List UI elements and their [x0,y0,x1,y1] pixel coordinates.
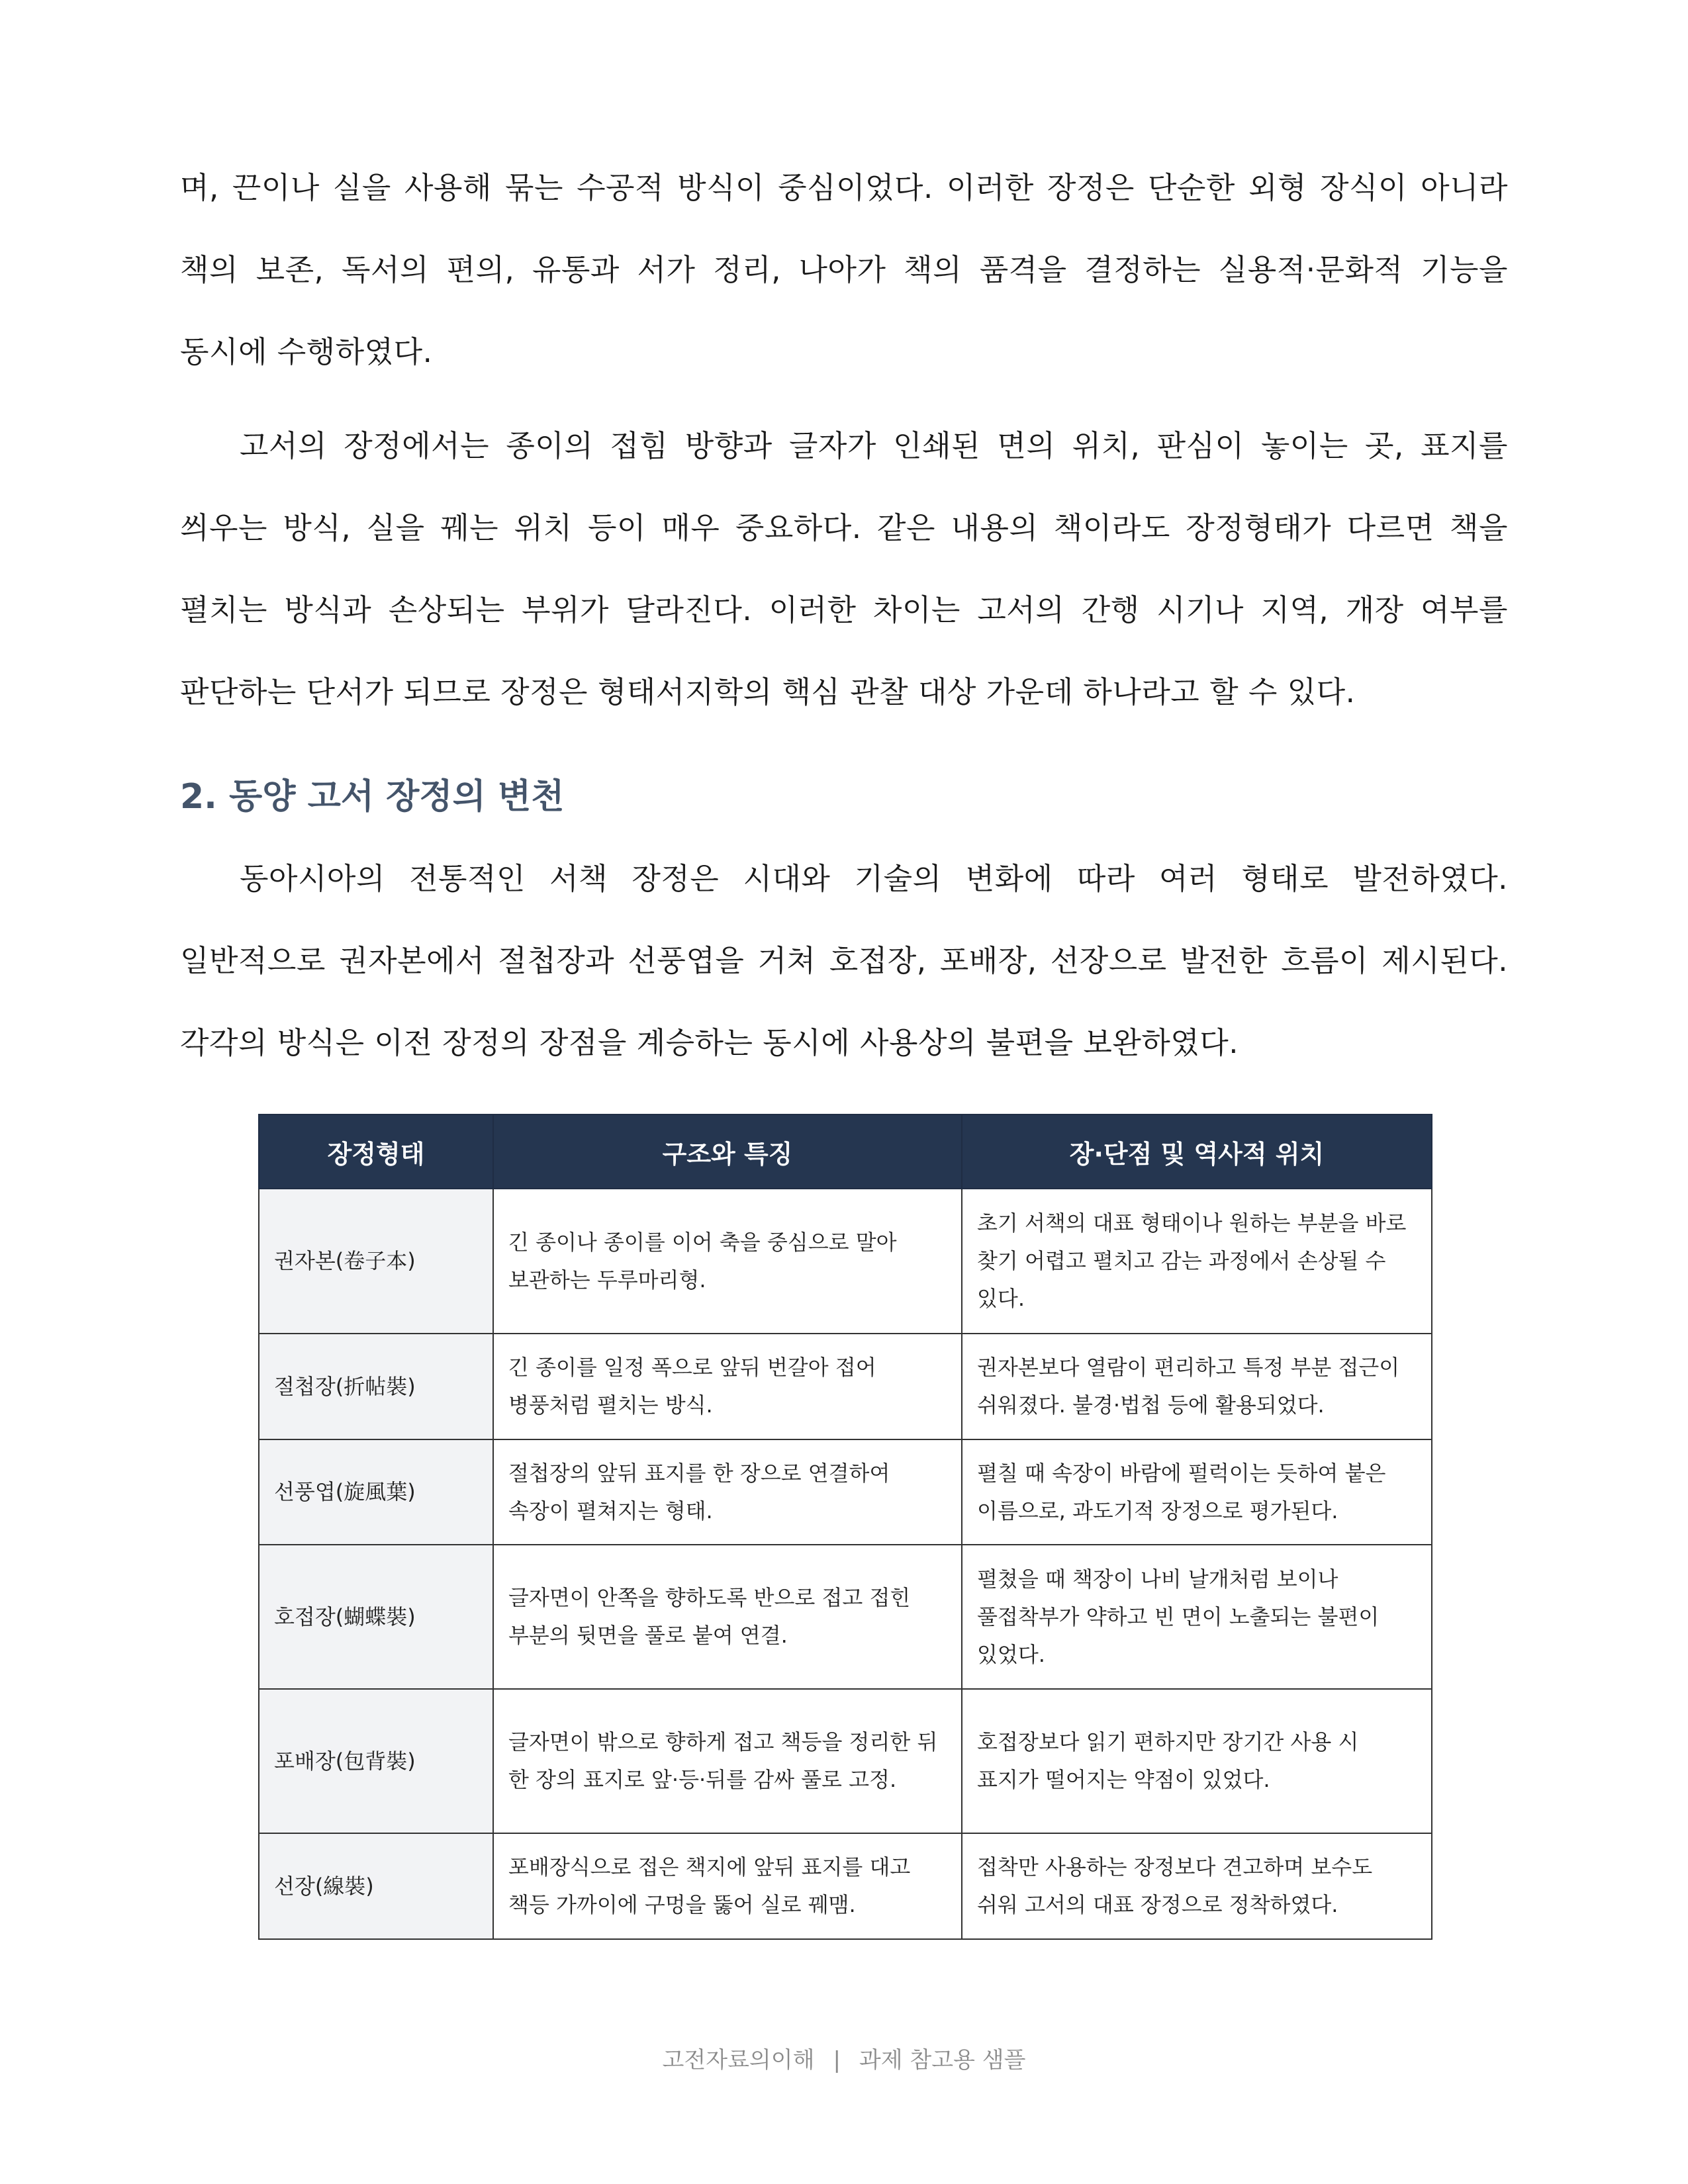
footer-note: 과제 참고용 샘플 [859,2047,1026,2073]
footer-separator: | [833,2047,841,2073]
body-paragraph: 고서의 장정에서는 종이의 접힘 방향과 글자가 인쇄된 면의 위치, 판심이 놓이는 곳, 표지를 씌우는 방식, 실을 꿰는 위치 등이 매우 중요하다. 같은 내용의 책이라도 장정형태가 다르면 책을 펼치는 방식과 손상되는 부위가 달라진다. 이러한 차이는 고서의 간행 시기나 지역, 개장 여부를 판단하는 단서가 되므로 장정은 형태서지학의 핵심 관찰 대상 가운데 하나라고 할 수 있다. [180,428,1508,709]
table-row [259,1545,1432,1689]
evaluation-cell: 초기 서책의 대표 형태이나 원하는 부분을 바로 찾기 어렵고 펼치고 감는 과정에서 손상될 수 있다. [962,1189,1432,1334]
footer-course-name: 고전자료의이해 [662,2047,815,2073]
body-paragraph: 동아시아의 전통적인 서책 장정은 시대와 기술의 변화에 따라 여러 형태로 발전하였다. 일반적으로 권자본에서 절첩장과 선풍엽을 거쳐 호접장, 포배장, 선장으로 발전한 흐름이 제시된다. 각각의 방식은 이전 장정의 장점을 계승하는 동시에 사용상의 불편을 보완하였다. [180,861,1508,1060]
binding-form-cell: 호접장(蝴蝶裝) [259,1545,493,1689]
binding-form-cell: 절첩장(折帖裝) [259,1334,493,1439]
binding-form-cell: 포배장(包背裝) [259,1689,493,1833]
column-header-structure: 구조와 특징 [493,1115,962,1189]
table-row [259,1334,1432,1439]
table-row [259,1189,1432,1334]
evaluation-cell: 권자본보다 열람이 편리하고 특정 부분 접근이 쉬워졌다. 불경·법첩 등에 활용되었다. [962,1334,1432,1439]
structure-cell: 글자면이 안쪽을 향하도록 반으로 접고 접힌 부분의 뒷면을 풀로 붙여 연결. [493,1545,962,1689]
evaluation-cell: 호접장보다 읽기 편하지만 장기간 사용 시 표지가 떨어지는 약점이 있었다. [962,1689,1432,1833]
structure-cell: 긴 종이나 종이를 이어 축을 중심으로 말아 보관하는 두루마리형. [493,1189,962,1334]
table-row [259,1833,1432,1939]
evaluation-cell: 접착만 사용하는 장정보다 견고하며 보수도 쉬워 고서의 대표 장정으로 정착하였다. [962,1833,1432,1939]
column-header-form: 장정형태 [259,1115,493,1189]
table-row [259,1439,1432,1545]
evaluation-cell: 펼쳤을 때 책장이 나비 날개처럼 보이나 풀접착부가 약하고 빈 면이 노출되는 불편이 있었다. [962,1545,1432,1689]
column-header-evaluation: 장·단점 및 역사적 위치 [962,1115,1432,1189]
structure-cell: 절첩장의 앞뒤 표지를 한 장으로 연결하여 속장이 펼쳐지는 형태. [493,1439,962,1545]
evaluation-cell: 펼칠 때 속장이 바람에 펄럭이는 듯하여 붙은 이름으로, 과도기적 장정으로 평가된다. [962,1439,1432,1545]
section-heading: 2. 동양 고서 장정의 변천 [180,777,565,817]
table-header-row [259,1115,1432,1189]
structure-cell: 글자면이 밖으로 향하게 접고 책등을 정리한 뒤 한 장의 표지로 앞·등·뒤를 감싸 풀로 고정. [493,1689,962,1833]
structure-cell: 긴 종이를 일정 폭으로 앞뒤 번갈아 접어 병풍처럼 펼치는 방식. [493,1334,962,1439]
binding-form-cell: 선풍엽(旋風葉) [259,1439,493,1545]
binding-comparison-table [258,1114,1432,1940]
table-row [259,1689,1432,1833]
structure-cell: 포배장식으로 접은 책지에 앞뒤 표지를 대고 책등 가까이에 구멍을 뚫어 실로 꿰맴. [493,1833,962,1939]
binding-form-cell: 선장(線裝) [259,1833,493,1939]
page-footer [0,2044,1688,2077]
body-paragraph: 며, 끈이나 실을 사용해 묶는 수공적 방식이 중심이었다. 이러한 장정은 단순한 외형 장식이 아니라 책의 보존, 독서의 편의, 유통과 서가 정리, 나아가 책의 품격을 결정하는 실용적·문화적 기능을 동시에 수행하였다. [180,170,1508,369]
binding-form-cell: 권자본(卷子本) [259,1189,493,1334]
